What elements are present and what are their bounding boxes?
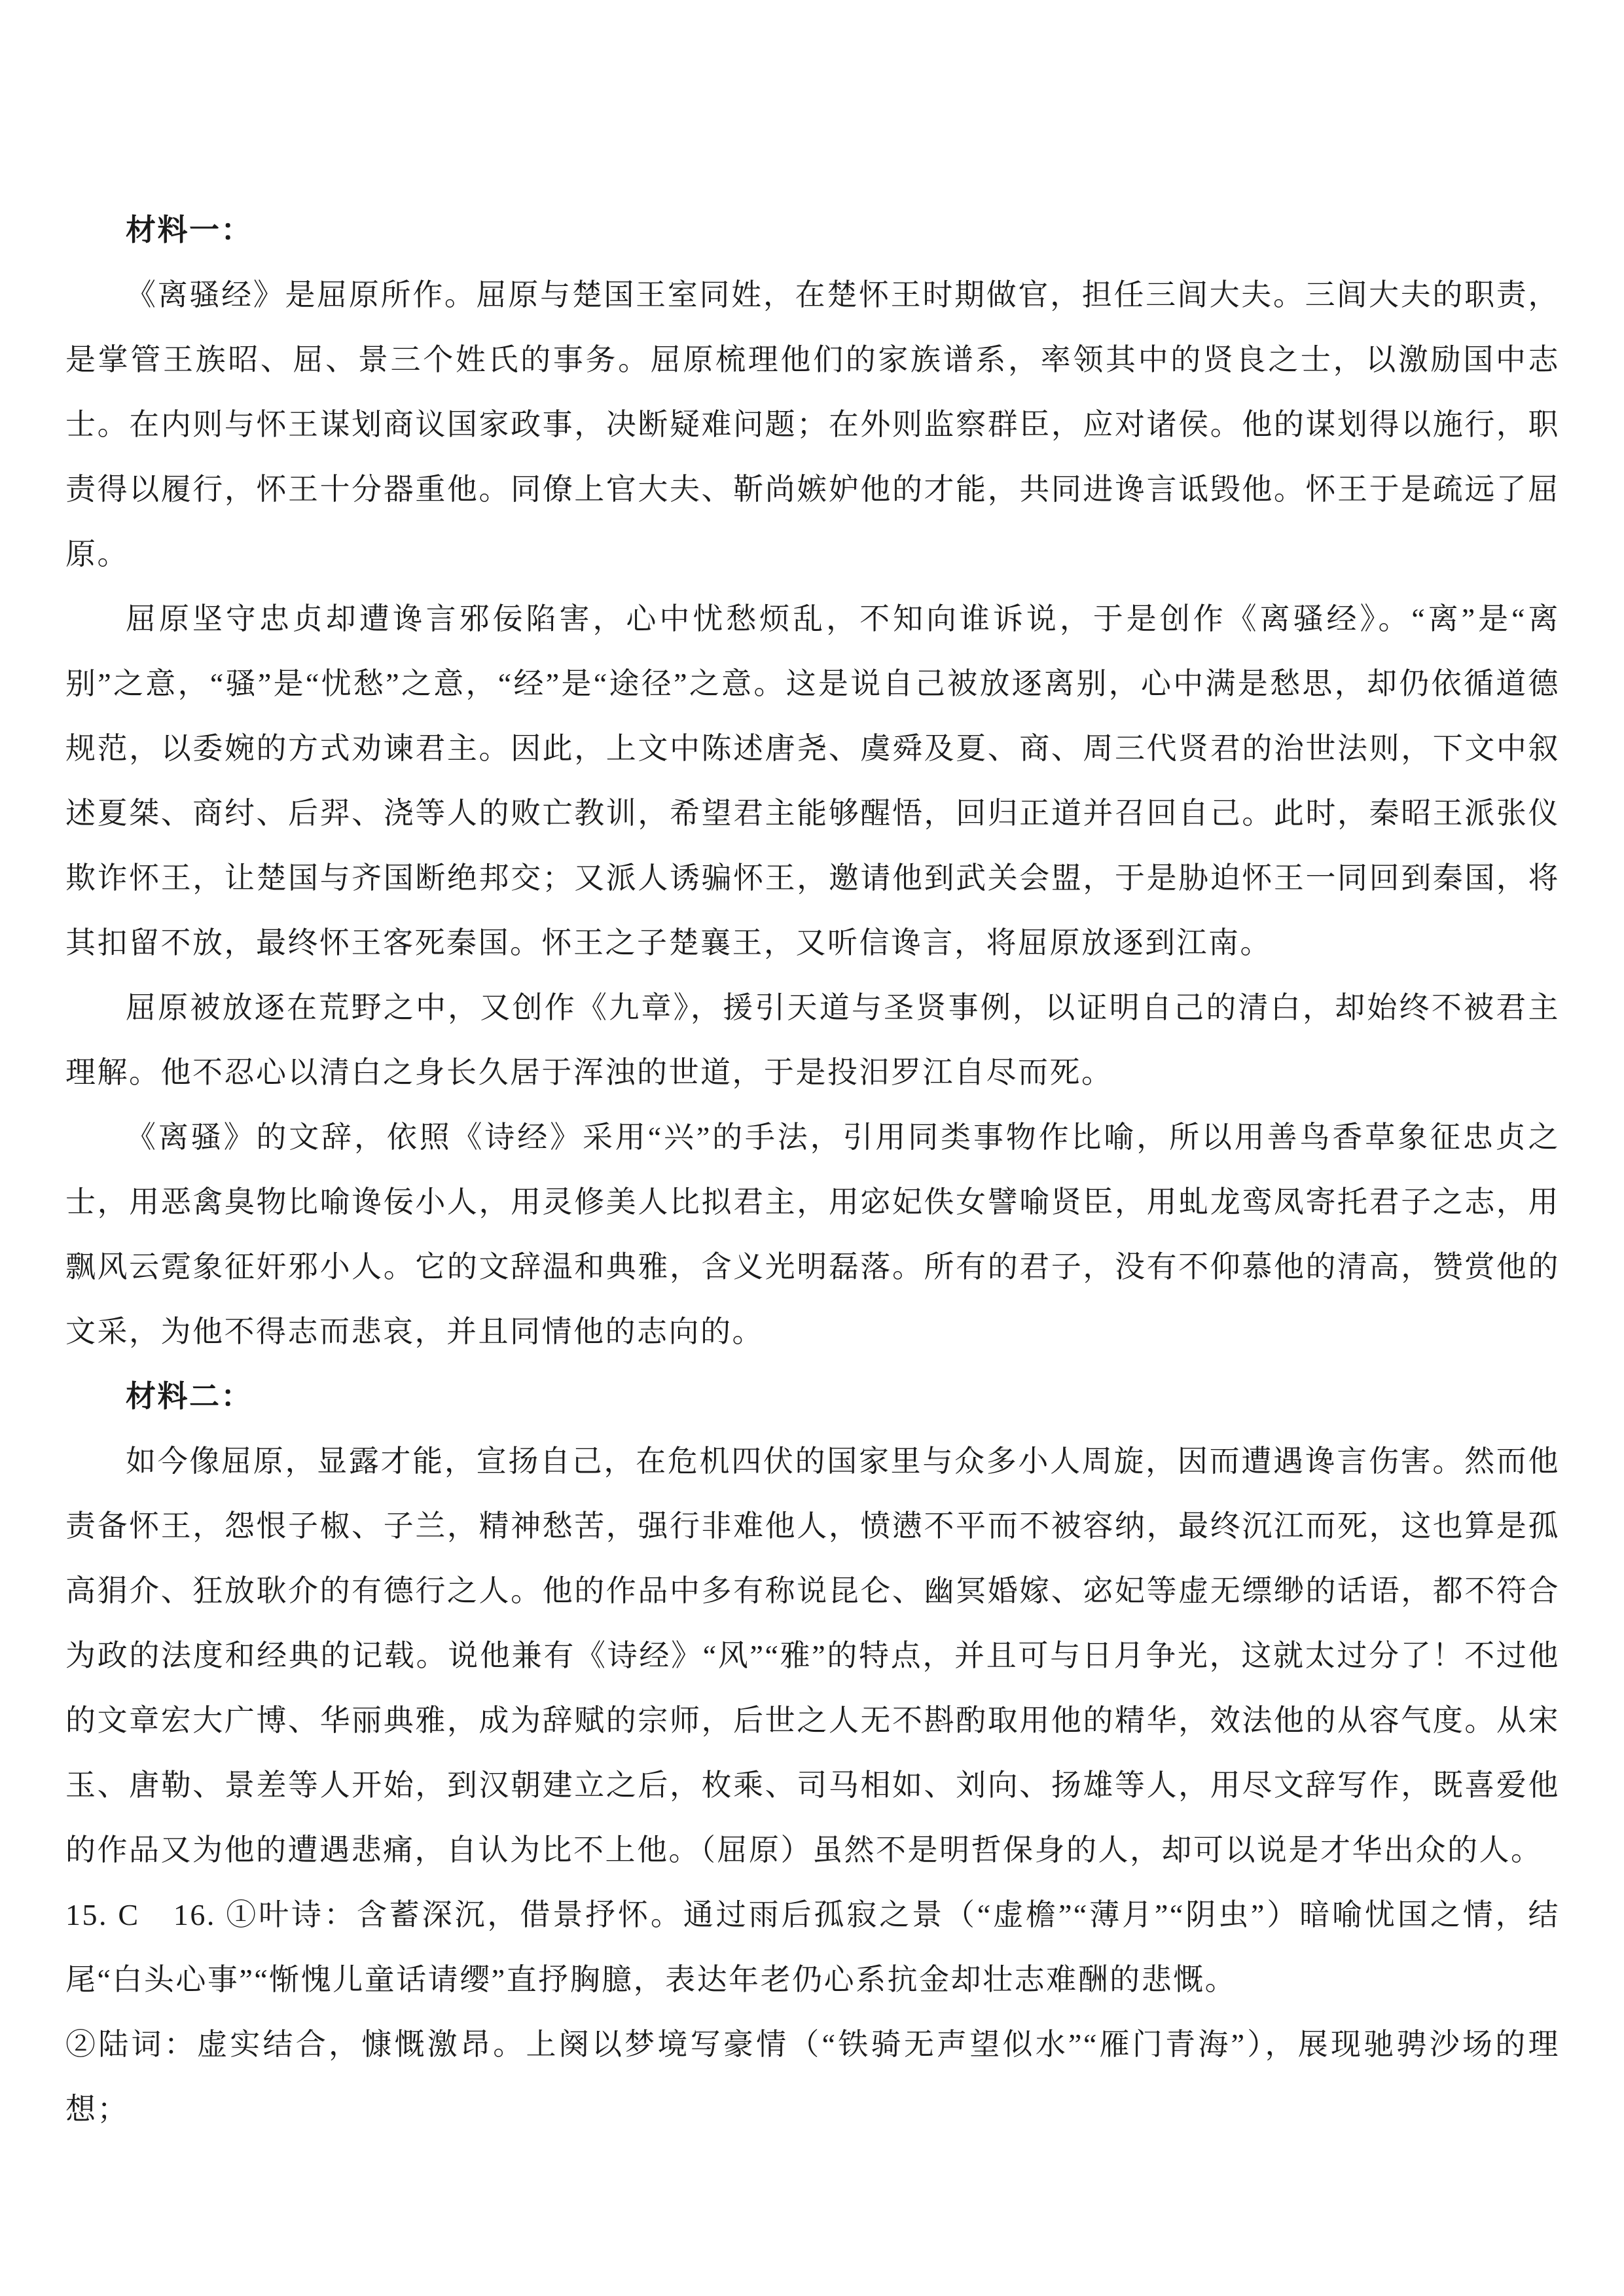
material-one-paragraph-3: 屈原被放逐在荒野之中，又创作《九章》，援引天道与圣贤事例，以证明自己的清白，却始终不被君主理解。他不忍心以清白之身长久居于浑浊的世道，于是投汨罗江自尽而死。 xyxy=(65,991,1560,1089)
material-one-paragraph-1: 《离骚经》是屈原所作。屈原与楚国王室同姓，在楚怀王时期做官，担任三闾大夫。三闾大夫的职责，是掌管王族昭、屈、景三个姓氏的事务。屈原梳理他们的家族谱系，率领其中的贤良之士，以激励国中志士。在内则与怀王谋划商议国家政事，决断疑难问题；在外则监察群臣，应对诸侯。他的谋划得以施行，职责得以履行，怀王十分器重他。同僚上官大夫、靳尚嫉妒他的才能，共同进谗言诋毁他。怀王于是疏远了屈原。 xyxy=(65,278,1560,571)
material-one-paragraph-4: 《离骚》的文辞，依照《诗经》采用“兴”的手法，引用同类事物作比喻，所以用善鸟香草象征忠贞之士，用恶禽臭物比喻谗佞小人，用灵修美人比拟君主，用宓妃佚女譬喻贤臣，用虬龙鸾凤寄托君子之志，用飘风云霓象征奸邪小人。它的文辞温和典雅，含义光明磊落。所有的君子，没有不仰慕他的清高，赞赏他的文采，为他不得志而悲哀，并且同情他的志向的。 xyxy=(65,1121,1560,1348)
material-two-heading: 材料二： xyxy=(126,1380,253,1413)
material-two-paragraph-1: 如今像屈原，显露才能，宣扬自己，在危机四伏的国家里与众多小人周旋，因而遭遇谗言伤害。然而他责备怀王，怨恨子椒、子兰，精神愁苦，强行非难他人，愤懑不平而不被容纳，最终沉江而死，这也算是孤高狷介、狂放耿介的有德行之人。他的作品中多有称说昆仑、幽冥婚嫁、宓妃等虚无缥缈的话语，都不符合为政的法度和经典的记载。说他兼有《诗经》“风”“雅”的特点，并且可与日月争光，这就太过分了！不过他的文章宏大广博、华丽典雅，成为辞赋的宗师，后世之人无不斟酌取用他的精华，效法他的从容气度。从宋玉、唐勒、景差等人开始，到汉朝建立之后，枚乘、司马相如、刘向、扬雄等人，用尽文辞写作，既喜爱他的作品又为他的遭遇悲痛，自认为比不上他。（屈原）虽然不是明哲保身的人，却可以说是才华出众的人。 xyxy=(65,1444,1560,1867)
answer-line-16-part2: ②陆词：虚实结合，慷慨激昂。上阕以梦境写豪情（“铁骑无声望似水”“雁门青海”），展现驰骋沙场的理想； xyxy=(65,2028,1560,2126)
material-one-paragraph-2: 屈原坚守忠贞却遭谗言邪佞陷害，心中忧愁烦乱，不知向谁诉说，于是创作《离骚经》。“离”是“离别”之意，“骚”是“忧愁”之意，“经”是“途径”之意。这是说自己被放逐离别，心中满是愁思，却仍依循道德规范，以委婉的方式劝谏君主。因此，上文中陈述唐尧、虞舜及夏、商、周三代贤君的治世法则，下文中叙述夏桀、商纣、后羿、浇等人的败亡教训，希望君主能够醒悟，回归正道并召回自己。此时，秦昭王派张仪欺诈怀王，让楚国与齐国断绝邦交；又派人诱骗怀王，邀请他到武关会盟，于是胁迫怀王一同回到秦国，将其扣留不放，最终怀王客死秦国。怀王之子楚襄王，又听信谗言，将屈原放逐到江南。 xyxy=(65,602,1560,960)
material-one-heading: 材料一： xyxy=(126,213,253,247)
answer-line-15-16: 15. C 16. ①叶诗：含蓄深沉，借景抒怀。通过雨后孤寂之景（“虚檐”“薄月”“阴虫”）暗喻忧国之情，结尾“白头心事”“惭愧儿童话请缨”直抒胸臆，表达年老仍心系抗金却壮志难酬的悲慨。 xyxy=(65,1898,1560,1996)
